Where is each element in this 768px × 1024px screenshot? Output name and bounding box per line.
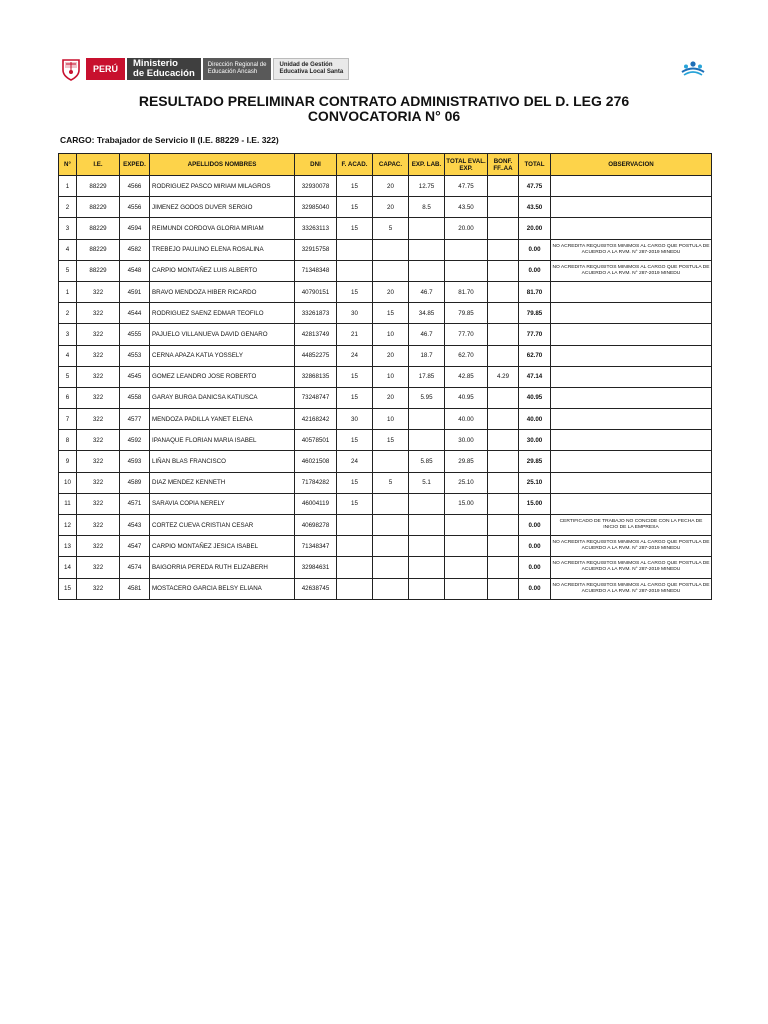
col-ie-cell: 322 [77, 451, 120, 472]
col-f-acad-cell: 24 [337, 451, 373, 472]
col-total-cell: 79.85 [519, 303, 551, 324]
col-exp-lab-cell [409, 239, 445, 260]
col-total-cell: 47.14 [519, 366, 551, 387]
col-observacion-cell [551, 387, 712, 408]
col-names-header: APELLIDOS NOMBRES [150, 154, 295, 176]
col-number-cell: 3 [59, 218, 77, 239]
col-names-cell: LIÑAN BLAS FRANCISCO [150, 451, 295, 472]
col-number-cell: 12 [59, 515, 77, 536]
col-total-eval-cell: 25.10 [445, 472, 488, 493]
col-total-eval-cell [445, 557, 488, 578]
col-dni-cell: 32984631 [295, 557, 337, 578]
col-observacion-cell [551, 176, 712, 197]
col-number-cell: 10 [59, 472, 77, 493]
col-total-cell: 81.70 [519, 281, 551, 302]
col-names-cell: RODRIGUEZ SAENZ EDMAR TEOFILO [150, 303, 295, 324]
col-observacion-cell [551, 281, 712, 302]
col-bonf-cell [488, 239, 519, 260]
col-capac-cell: 20 [373, 197, 409, 218]
col-capac-cell: 5 [373, 472, 409, 493]
table-row [59, 218, 712, 239]
cargo-label: CARGO: Trabajador de Servicio II (I.E. 88229 - I.E. 322) [60, 135, 279, 145]
col-total-cell: 0.00 [519, 260, 551, 281]
col-exped-cell: 4591 [120, 281, 150, 302]
col-capac-cell: 15 [373, 303, 409, 324]
col-f-acad-cell: 15 [337, 493, 373, 514]
col-names-cell: CORTEZ CUEVA CRISTIAN CESAR [150, 515, 295, 536]
col-names-cell: CARPIO MONTAÑEZ LUIS ALBERTO [150, 260, 295, 281]
col-dni-cell: 33263113 [295, 218, 337, 239]
col-exped-cell: 4553 [120, 345, 150, 366]
col-capac-cell: 20 [373, 281, 409, 302]
col-total-cell: 0.00 [519, 557, 551, 578]
col-exp-lab-cell: 12.75 [409, 176, 445, 197]
col-capac-cell: 10 [373, 324, 409, 345]
col-number-cell: 14 [59, 557, 77, 578]
results-table [58, 153, 712, 600]
table-row [59, 239, 712, 260]
col-ie-cell: 322 [77, 430, 120, 451]
col-exp-lab-cell [409, 578, 445, 599]
col-exped-cell: 4547 [120, 536, 150, 557]
col-ie-cell: 322 [77, 536, 120, 557]
peru-label: PERÚ [86, 58, 125, 80]
col-ie-cell: 88229 [77, 176, 120, 197]
col-exp-lab-cell [409, 493, 445, 514]
col-exp-lab-cell: 18.7 [409, 345, 445, 366]
col-names-cell: GARAY BURGA DANICSA KATIUSCA [150, 387, 295, 408]
col-names-cell: SARAVIA COPIA NERELY [150, 493, 295, 514]
col-dni-cell: 32868135 [295, 366, 337, 387]
col-names-cell: IPANAQUE FLORIAN MARIA ISABEL [150, 430, 295, 451]
col-observacion-cell: NO ACREDITA REQUISITOS MINIMOS AL CARGO QUE POSTULA DE ACUERDO A LA RVM. N° 287-2019 MINEDU [551, 260, 712, 281]
col-total-eval-cell: 79.85 [445, 303, 488, 324]
col-total-eval-cell: 40.00 [445, 409, 488, 430]
col-dni-cell: 40578501 [295, 430, 337, 451]
col-total-cell: 0.00 [519, 239, 551, 260]
col-capac-cell [373, 536, 409, 557]
col-total-eval-cell [445, 515, 488, 536]
col-names-cell: PAJUELO VILLANUEVA DAVID GENARO [150, 324, 295, 345]
col-total-eval-cell: 47.75 [445, 176, 488, 197]
table-row [59, 493, 712, 514]
table-row [59, 303, 712, 324]
col-total-eval-cell [445, 239, 488, 260]
col-ie-cell: 322 [77, 493, 120, 514]
col-capac-cell [373, 578, 409, 599]
col-capac-header: CAPAC. [373, 154, 409, 176]
col-f-acad-header: F. ACAD. [337, 154, 373, 176]
col-total-eval-cell: 20.00 [445, 218, 488, 239]
col-f-acad-cell: 15 [337, 197, 373, 218]
ministerio-line1: Ministerio [133, 58, 178, 69]
col-ie-cell: 322 [77, 324, 120, 345]
col-dni-cell: 71784282 [295, 472, 337, 493]
col-exped-cell: 4543 [120, 515, 150, 536]
col-bonf-cell [488, 324, 519, 345]
col-bonf-cell [488, 451, 519, 472]
col-exped-cell: 4593 [120, 451, 150, 472]
col-names-cell: REIMUNDI CORDOVA GLORIA MIRIAM [150, 218, 295, 239]
peru-shield-icon [60, 57, 82, 81]
col-bonf-cell [488, 197, 519, 218]
col-ie-cell: 322 [77, 303, 120, 324]
col-total-cell: 77.70 [519, 324, 551, 345]
col-total-eval-cell: 30.00 [445, 430, 488, 451]
col-number-cell: 11 [59, 493, 77, 514]
col-exped-cell: 4545 [120, 366, 150, 387]
col-total-eval-cell: 62.70 [445, 345, 488, 366]
col-f-acad-cell [337, 578, 373, 599]
col-f-acad-cell: 15 [337, 387, 373, 408]
col-capac-cell: 5 [373, 218, 409, 239]
col-bonf-cell [488, 430, 519, 451]
col-exped-cell: 4589 [120, 472, 150, 493]
ugel-label [273, 58, 349, 80]
col-bonf-cell [488, 387, 519, 408]
col-ie-cell: 322 [77, 578, 120, 599]
col-f-acad-cell: 15 [337, 176, 373, 197]
col-dni-cell: 40790151 [295, 281, 337, 302]
col-number-cell: 5 [59, 366, 77, 387]
col-bonf-cell [488, 409, 519, 430]
col-number-cell: 5 [59, 260, 77, 281]
col-dni-cell: 44852275 [295, 345, 337, 366]
col-exp-lab-cell [409, 430, 445, 451]
col-total-cell: 62.70 [519, 345, 551, 366]
col-names-cell: TREBEJO PAULINO ELENA ROSALINA [150, 239, 295, 260]
col-capac-cell [373, 260, 409, 281]
col-number-cell: 15 [59, 578, 77, 599]
col-total-eval-cell: 15.00 [445, 493, 488, 514]
col-total-cell: 15.00 [519, 493, 551, 514]
col-exp-lab-cell [409, 260, 445, 281]
col-number-cell: 4 [59, 239, 77, 260]
col-capac-cell: 20 [373, 345, 409, 366]
col-f-acad-cell [337, 536, 373, 557]
table-row [59, 409, 712, 430]
col-exped-cell: 4556 [120, 197, 150, 218]
col-dni-cell: 46004119 [295, 493, 337, 514]
col-f-acad-cell: 30 [337, 409, 373, 430]
col-capac-cell [373, 515, 409, 536]
col-names-cell: RODRIGUEZ PASCO MIRIAM MILAGROS [150, 176, 295, 197]
dre-line2: Educación Ancash [207, 69, 258, 75]
col-dni-header: DNI [295, 154, 337, 176]
col-f-acad-cell [337, 557, 373, 578]
col-exp-lab-cell: 46.7 [409, 281, 445, 302]
col-total-header: TOTAL [519, 154, 551, 176]
col-total-eval-cell: 29.85 [445, 451, 488, 472]
col-capac-cell [373, 451, 409, 472]
table-row [59, 260, 712, 281]
col-observacion-cell [551, 409, 712, 430]
col-ie-cell: 88229 [77, 239, 120, 260]
table-row [59, 176, 712, 197]
col-exp-lab-cell: 46.7 [409, 324, 445, 345]
col-ie-cell: 322 [77, 515, 120, 536]
col-dni-cell: 71348347 [295, 536, 337, 557]
col-observacion-cell [551, 218, 712, 239]
col-exped-cell: 4592 [120, 430, 150, 451]
col-exp-lab-cell [409, 218, 445, 239]
col-ie-cell: 322 [77, 281, 120, 302]
table-header-row [59, 154, 712, 176]
col-observacion-cell: CERTIFICADO DE TRABAJO NO CONCIDE CON LA FECHA DE INICIO DE LA EMPRESA [551, 515, 712, 536]
col-dni-cell: 40698278 [295, 515, 337, 536]
table-row [59, 472, 712, 493]
table-row [59, 387, 712, 408]
col-bonf-header: BONF. FF..AA [488, 154, 519, 176]
col-exped-cell: 4594 [120, 218, 150, 239]
page-subtitle: CONVOCATORIA N° 06 [307, 108, 461, 124]
col-exp-lab-cell: 5.85 [409, 451, 445, 472]
col-dni-cell: 32985040 [295, 197, 337, 218]
col-f-acad-cell: 15 [337, 218, 373, 239]
col-ie-cell: 322 [77, 409, 120, 430]
ugel-logo-icon [681, 60, 705, 78]
col-exped-cell: 4571 [120, 493, 150, 514]
col-exped-cell: 4544 [120, 303, 150, 324]
col-capac-cell: 20 [373, 387, 409, 408]
col-bonf-cell [488, 578, 519, 599]
col-exped-cell: 4582 [120, 239, 150, 260]
col-dni-cell: 46021508 [295, 451, 337, 472]
table-row [59, 324, 712, 345]
col-number-cell: 6 [59, 387, 77, 408]
col-exp-lab-cell: 8.5 [409, 197, 445, 218]
col-exp-lab-cell [409, 536, 445, 557]
col-names-cell: JIMENEZ GODOS DUVER SERGIO [150, 197, 295, 218]
col-total-cell: 0.00 [519, 536, 551, 557]
col-ie-cell: 322 [77, 557, 120, 578]
col-names-cell: GOMEZ LEANDRO JOSE ROBERTO [150, 366, 295, 387]
col-total-eval-cell: 81.70 [445, 281, 488, 302]
col-number-cell: 1 [59, 281, 77, 302]
col-capac-cell: 15 [373, 430, 409, 451]
col-exp-lab-cell: 5.1 [409, 472, 445, 493]
col-exp-lab-cell: 17.85 [409, 366, 445, 387]
col-exped-cell: 4548 [120, 260, 150, 281]
col-total-cell: 25.10 [519, 472, 551, 493]
col-number-cell: 4 [59, 345, 77, 366]
col-names-cell: DIAZ MENDEZ KENNETH [150, 472, 295, 493]
col-dni-cell: 32930078 [295, 176, 337, 197]
col-f-acad-cell: 30 [337, 303, 373, 324]
col-number-cell: 8 [59, 430, 77, 451]
col-exp-lab-cell: 5.95 [409, 387, 445, 408]
col-ie-cell: 322 [77, 366, 120, 387]
col-total-eval-cell: 77.70 [445, 324, 488, 345]
table-row [59, 197, 712, 218]
col-number-cell: 1 [59, 176, 77, 197]
col-dni-cell: 32915758 [295, 239, 337, 260]
col-observacion-cell [551, 197, 712, 218]
col-f-acad-cell: 15 [337, 430, 373, 451]
col-number-cell: 9 [59, 451, 77, 472]
col-dni-cell: 73248747 [295, 387, 337, 408]
col-exp-lab-header: EXP. LAB. [409, 154, 445, 176]
col-names-cell: MOSTACERO GARCIA BELSY ELIANA [150, 578, 295, 599]
col-ie-header: I.E. [77, 154, 120, 176]
col-dni-cell: 42813749 [295, 324, 337, 345]
col-total-cell: 30.00 [519, 430, 551, 451]
col-f-acad-cell [337, 239, 373, 260]
col-bonf-cell: 4.29 [488, 366, 519, 387]
col-observacion-cell [551, 472, 712, 493]
col-observacion-cell: NO ACREDITA REQUISITOS MINIMOS AL CARGO QUE POSTULA DE ACUERDO A LA RVM. N° 287-2019 MINEDU [551, 239, 712, 260]
col-observacion-cell: NO ACREDITA REQUISITOS MINIMOS AL CARGO QUE POSTULA DE ACUERDO A LA RVM. N° 287-2019 MINEDU [551, 536, 712, 557]
col-total-cell: 0.00 [519, 578, 551, 599]
col-capac-cell [373, 557, 409, 578]
col-number-cell: 7 [59, 409, 77, 430]
col-total-eval-cell: 40.95 [445, 387, 488, 408]
table-body [59, 176, 712, 600]
col-f-acad-cell: 21 [337, 324, 373, 345]
col-bonf-cell [488, 536, 519, 557]
col-total-eval-cell [445, 578, 488, 599]
col-exped-cell: 4555 [120, 324, 150, 345]
col-names-cell: BRAVO MENDOZA HIBER RICARDO [150, 281, 295, 302]
ugel-line1: Unidad de Gestión [279, 62, 333, 68]
page-title: RESULTADO PRELIMINAR CONTRATO ADMINISTRATIVO DEL D. LEG 276 [138, 93, 630, 109]
col-observacion-cell [551, 303, 712, 324]
col-bonf-cell [488, 493, 519, 514]
col-total-eval-cell [445, 536, 488, 557]
ministerio-line2: de Educación [133, 68, 195, 79]
col-exped-cell: 4558 [120, 387, 150, 408]
col-names-cell: CARPIO MONTAÑEZ JESICA ISABEL [150, 536, 295, 557]
col-total-eval-header: TOTAL EVAL. EXP. [445, 154, 488, 176]
col-exped-cell: 4566 [120, 176, 150, 197]
col-number-header: N° [59, 154, 77, 176]
col-total-cell: 40.95 [519, 387, 551, 408]
table-row [59, 515, 712, 536]
col-total-eval-cell: 43.50 [445, 197, 488, 218]
col-bonf-cell [488, 472, 519, 493]
table-row [59, 578, 712, 599]
table-row [59, 281, 712, 302]
col-exped-cell: 4574 [120, 557, 150, 578]
table-row [59, 345, 712, 366]
col-observacion-header: OBSERVACION [551, 154, 712, 176]
ministerio-label [127, 58, 201, 80]
col-f-acad-cell: 15 [337, 366, 373, 387]
col-observacion-cell: NO ACREDITA REQUISITOS MINIMOS AL CARGO QUE POSTULA DE ACUERDO A LA RVM. N° 287-2019 MINEDU [551, 578, 712, 599]
col-total-cell: 29.85 [519, 451, 551, 472]
col-total-eval-cell [445, 260, 488, 281]
col-bonf-cell [488, 281, 519, 302]
col-exp-lab-cell [409, 557, 445, 578]
col-exp-lab-cell [409, 515, 445, 536]
col-number-cell: 3 [59, 324, 77, 345]
col-capac-cell [373, 239, 409, 260]
institution-header [60, 57, 349, 81]
col-f-acad-cell [337, 260, 373, 281]
col-dni-cell: 71348348 [295, 260, 337, 281]
col-bonf-cell [488, 515, 519, 536]
col-names-cell: CERNA APAZA KATIA YOSSELY [150, 345, 295, 366]
col-bonf-cell [488, 176, 519, 197]
table-row [59, 557, 712, 578]
col-total-cell: 47.75 [519, 176, 551, 197]
col-ie-cell: 322 [77, 387, 120, 408]
col-observacion-cell [551, 324, 712, 345]
col-f-acad-cell: 15 [337, 281, 373, 302]
table-row [59, 451, 712, 472]
col-capac-cell: 10 [373, 409, 409, 430]
table-row [59, 366, 712, 387]
col-number-cell: 13 [59, 536, 77, 557]
col-bonf-cell [488, 303, 519, 324]
col-observacion-cell [551, 345, 712, 366]
col-ie-cell: 88229 [77, 197, 120, 218]
col-total-cell: 40.00 [519, 409, 551, 430]
col-observacion-cell [551, 430, 712, 451]
col-observacion-cell [551, 366, 712, 387]
col-ie-cell: 88229 [77, 218, 120, 239]
col-f-acad-cell: 24 [337, 345, 373, 366]
col-observacion-cell: NO ACREDITA REQUISITOS MINIMOS AL CARGO QUE POSTULA DE ACUERDO A LA RVM. N° 287-2019 MINEDU [551, 557, 712, 578]
col-exp-lab-cell [409, 409, 445, 430]
col-f-acad-cell [337, 515, 373, 536]
col-observacion-cell [551, 493, 712, 514]
col-total-cell: 43.50 [519, 197, 551, 218]
col-total-eval-cell: 42.85 [445, 366, 488, 387]
col-names-cell: BAIGORRIA PEREDA RUTH ELIZABERH [150, 557, 295, 578]
col-f-acad-cell: 15 [337, 472, 373, 493]
col-exped-cell: 4581 [120, 578, 150, 599]
table-row [59, 430, 712, 451]
col-ie-cell: 322 [77, 345, 120, 366]
col-capac-cell [373, 493, 409, 514]
col-number-cell: 2 [59, 197, 77, 218]
col-observacion-cell [551, 451, 712, 472]
table-row [59, 536, 712, 557]
col-total-cell: 20.00 [519, 218, 551, 239]
col-names-cell: MENDOZA PADILLA YANET ELENA [150, 409, 295, 430]
col-ie-cell: 322 [77, 472, 120, 493]
dre-line1: Dirección Regional de [207, 62, 267, 68]
col-dni-cell: 42168242 [295, 409, 337, 430]
col-bonf-cell [488, 345, 519, 366]
col-capac-cell: 20 [373, 176, 409, 197]
ugel-line2: Educativa Local Santa [279, 69, 344, 75]
col-total-cell: 0.00 [519, 515, 551, 536]
col-capac-cell: 10 [373, 366, 409, 387]
col-exped-cell: 4577 [120, 409, 150, 430]
col-number-cell: 2 [59, 303, 77, 324]
col-ie-cell: 88229 [77, 260, 120, 281]
col-exp-lab-cell: 34.85 [409, 303, 445, 324]
dre-label [203, 58, 272, 80]
col-bonf-cell [488, 218, 519, 239]
col-dni-cell: 42638745 [295, 578, 337, 599]
col-exped-header: EXPED. [120, 154, 150, 176]
col-bonf-cell [488, 260, 519, 281]
col-bonf-cell [488, 557, 519, 578]
col-dni-cell: 33261873 [295, 303, 337, 324]
